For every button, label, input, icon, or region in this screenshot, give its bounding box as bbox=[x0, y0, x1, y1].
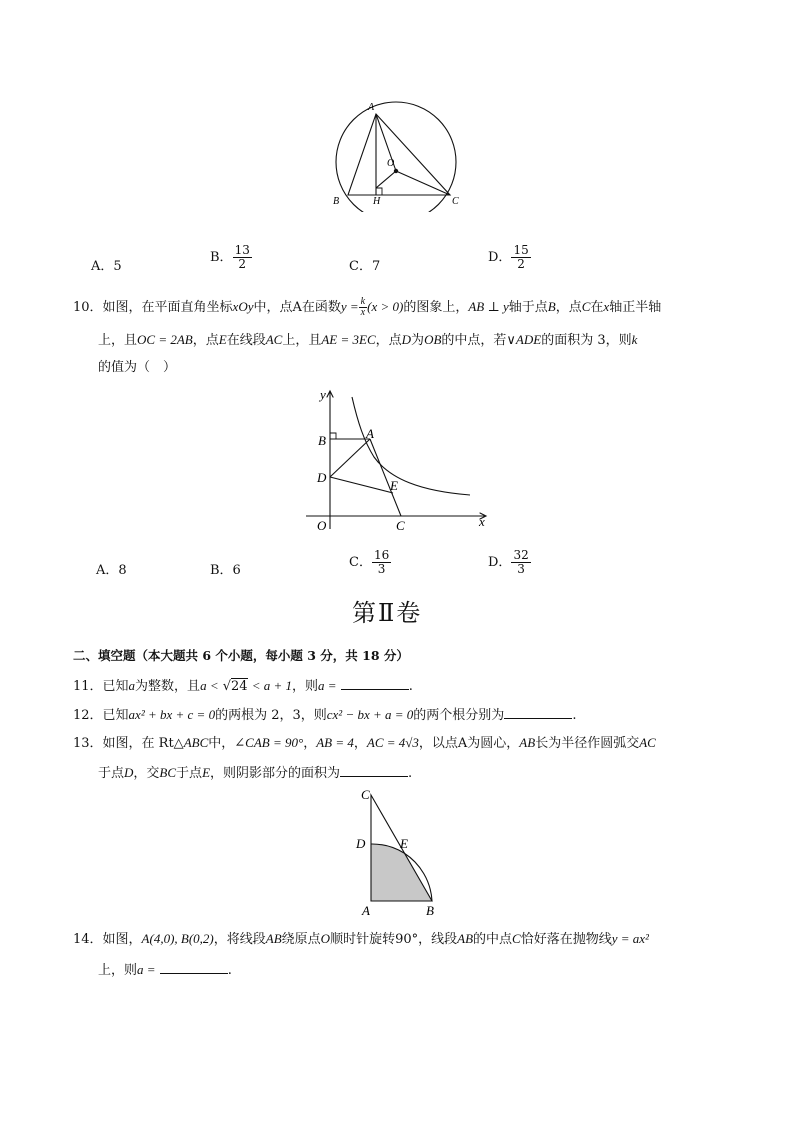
fig10-label-a: A bbox=[366, 426, 374, 441]
q12: 12．已知ax² + bx + c = 0的两根为 2，3，则cx² − bx + a = 0的两个根分别为 . bbox=[73, 707, 577, 723]
fig9-label-h: H bbox=[373, 196, 381, 207]
q14-line2: 上，则a = . bbox=[98, 962, 232, 978]
fig13-label-c: C bbox=[361, 787, 370, 802]
section-title: 第Ⅱ卷 bbox=[352, 599, 423, 627]
fig10-label-d: D bbox=[317, 470, 327, 485]
q13-line1: 13．如图，在 Rt△ABC中，∠CAB = 90°，AB = 4，AC = 4√3，以点A为圆心，AB长为半径作圆弧交AC bbox=[73, 735, 656, 751]
figure-q9-circle bbox=[328, 100, 468, 212]
q10-option-a: A．8 bbox=[96, 563, 127, 578]
q10-option-d: D． $\frac{32}{3}$ bbox=[488, 548, 529, 576]
q10-option-b: B．6 bbox=[210, 563, 241, 578]
figure-q13-triangle bbox=[352, 785, 444, 920]
figure-q10-graph bbox=[300, 383, 495, 535]
q9-option-d: D． $\frac{15}{2}$ bbox=[488, 243, 529, 271]
section2-heading: 二、填空题（本大题共 6 个小题，每小题 3 分，共 18 分） bbox=[73, 648, 409, 663]
q12-answer-blank[interactable] bbox=[504, 706, 572, 719]
q10-option-c: C． $\frac{16}{3}$ bbox=[349, 548, 390, 576]
q14-answer-blank[interactable] bbox=[160, 961, 228, 974]
q13-answer-blank[interactable] bbox=[340, 764, 408, 777]
fig13-label-d: D bbox=[356, 836, 366, 851]
fig10-label-o: O bbox=[317, 518, 327, 533]
fig10-label-y: y bbox=[320, 387, 326, 402]
fig9-label-o: O bbox=[387, 158, 395, 169]
fig13-label-a: A bbox=[362, 903, 370, 918]
fig10-label-c: C bbox=[396, 518, 405, 533]
q10-line2: 上，且OC = 2AB，点E在线段AC上，且AE = 3EC，点D为OB的中点，若∨ADE的面积为 3，则k bbox=[98, 332, 638, 348]
q9-option-b: B． $\frac{13}{2}$ bbox=[210, 243, 250, 271]
q11: 11．已知a为整数，且a < √24 < a + 1，则a = . bbox=[73, 678, 413, 694]
fig10-label-b: B bbox=[318, 433, 326, 448]
fig10-label-x: x bbox=[479, 514, 485, 529]
fig9-label-c: C bbox=[452, 196, 459, 207]
fig13-label-b: B bbox=[426, 903, 434, 918]
q9-option-c: C．7 bbox=[349, 259, 381, 274]
fig9-label-a: A bbox=[368, 102, 375, 113]
q14-line1: 14．如图，A(4,0), B(0,2)，将线段AB绕原点O顺时针旋转90°，线段AB的中点C恰好落在抛物线y = ax² bbox=[73, 931, 649, 947]
q13-line2: 于点D，交BC于点E，则阴影部分的面积为 . bbox=[98, 765, 413, 781]
fig10-label-e: E bbox=[390, 478, 398, 493]
q9-option-a: A．5 bbox=[91, 259, 122, 274]
q11-answer-blank[interactable] bbox=[341, 677, 409, 690]
fig9-label-b: B bbox=[333, 196, 340, 207]
q10-line3: 的值为（ ） bbox=[98, 360, 177, 375]
fig13-label-e: E bbox=[400, 836, 408, 851]
q10-line1: 10．如图，在平面直角坐标xOy中，点A在函数y = $\frac{k}{x}$ (x > 0)的图象上，AB ⊥ y轴于点B，点C在x轴正半轴 bbox=[73, 296, 662, 318]
